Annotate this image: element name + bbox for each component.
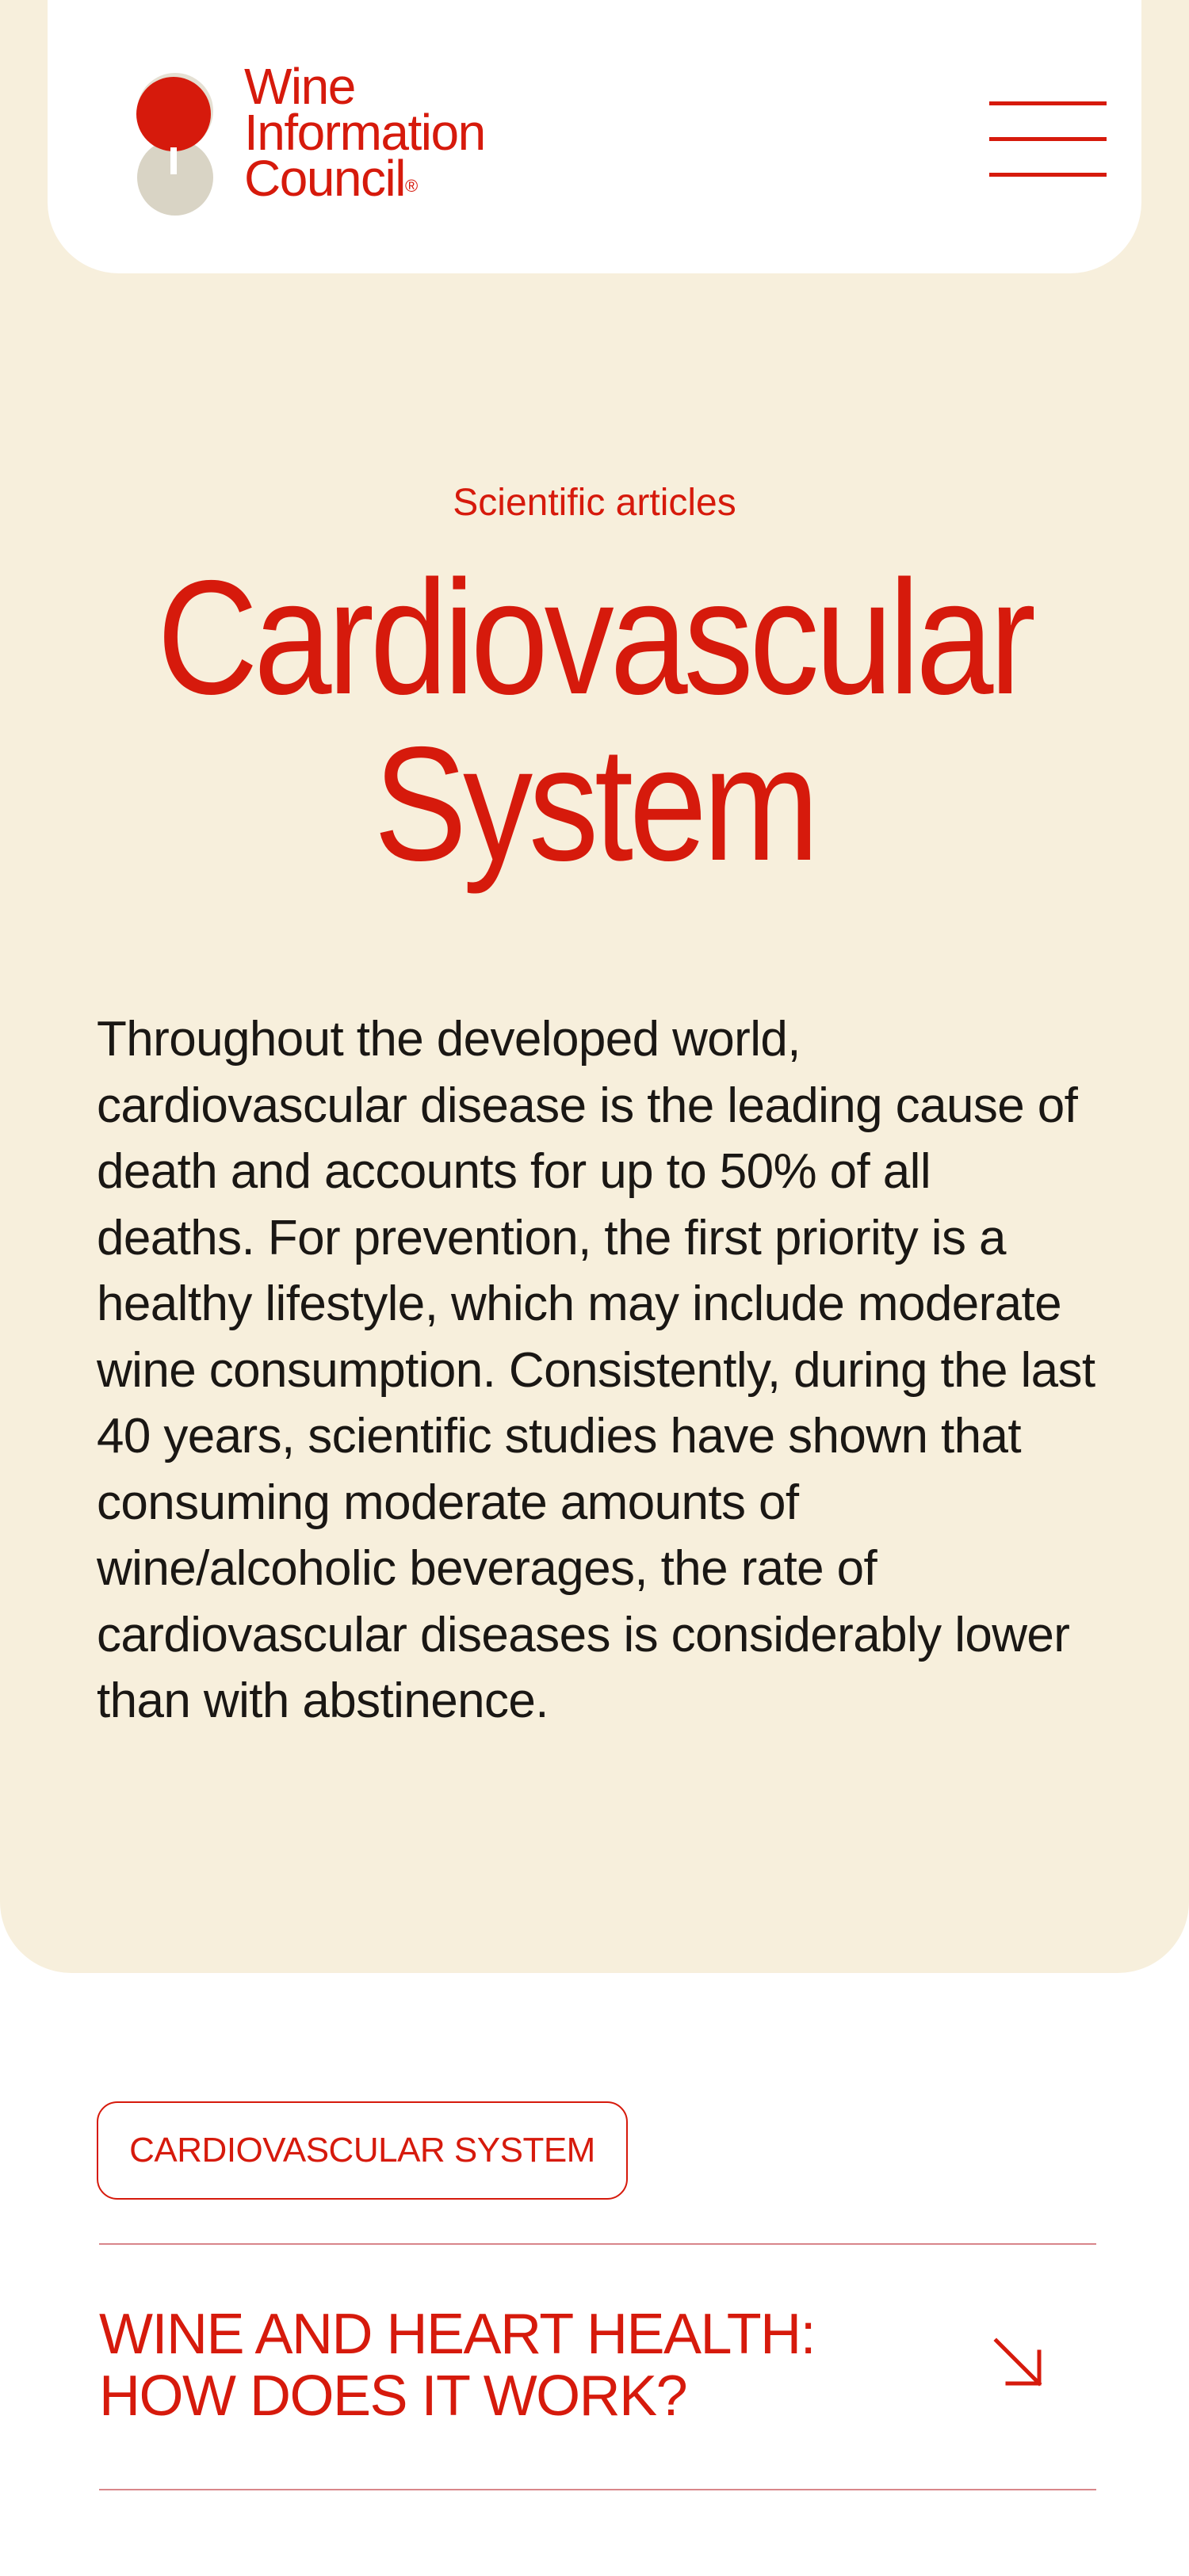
page-title bbox=[83, 547, 1106, 895]
logo-wordmark bbox=[244, 58, 485, 207]
arrow-down-right-icon bbox=[987, 2331, 1050, 2395]
article-link-wine-heart-health[interactable] bbox=[99, 2244, 1096, 2490]
registered-mark: ® bbox=[404, 176, 419, 196]
logo-council-text: Council bbox=[244, 150, 405, 207]
hamburger-icon bbox=[989, 101, 1107, 105]
logo-line-wine: Wine bbox=[244, 58, 355, 115]
menu-button[interactable] bbox=[983, 95, 1110, 186]
page-title-line-1: Cardiovascular bbox=[157, 547, 1032, 728]
site-logo[interactable] bbox=[135, 58, 485, 220]
section-eyebrow: Scientific articles bbox=[453, 482, 736, 524]
topic-tag-button[interactable]: CARDIOVASCULAR SYSTEM bbox=[97, 2101, 628, 2200]
article-title bbox=[99, 2303, 892, 2427]
site-header bbox=[48, 0, 1141, 273]
article-title-line-2: HOW DOES IT WORK? bbox=[99, 2364, 687, 2428]
intro-paragraph: Throughout the developed world, cardiovascular disease is the leading cause of death and accounts for up to 50% of all deaths. For prevention, the first priority is a healthy lifestyle, which may include moderate wine consumption. Consistently, during the last 40 years, scientific studies have shown that consuming moderate amounts of wine/alcoholic beverages, the rate of cardiovascular diseases is considerably lower than with abstinence. bbox=[97, 1012, 1095, 1728]
logo-line-information: Information bbox=[244, 104, 485, 161]
page-title-line-2: System bbox=[373, 713, 816, 895]
hamburger-icon-bar bbox=[989, 173, 1107, 177]
wine-glass-logo-icon bbox=[135, 70, 222, 220]
hamburger-icon-bar bbox=[989, 137, 1107, 141]
article-title-line-1: WINE AND HEART HEALTH: bbox=[99, 2303, 816, 2366]
logo-line-council bbox=[244, 150, 485, 207]
divider-bottom bbox=[99, 2489, 1096, 2490]
